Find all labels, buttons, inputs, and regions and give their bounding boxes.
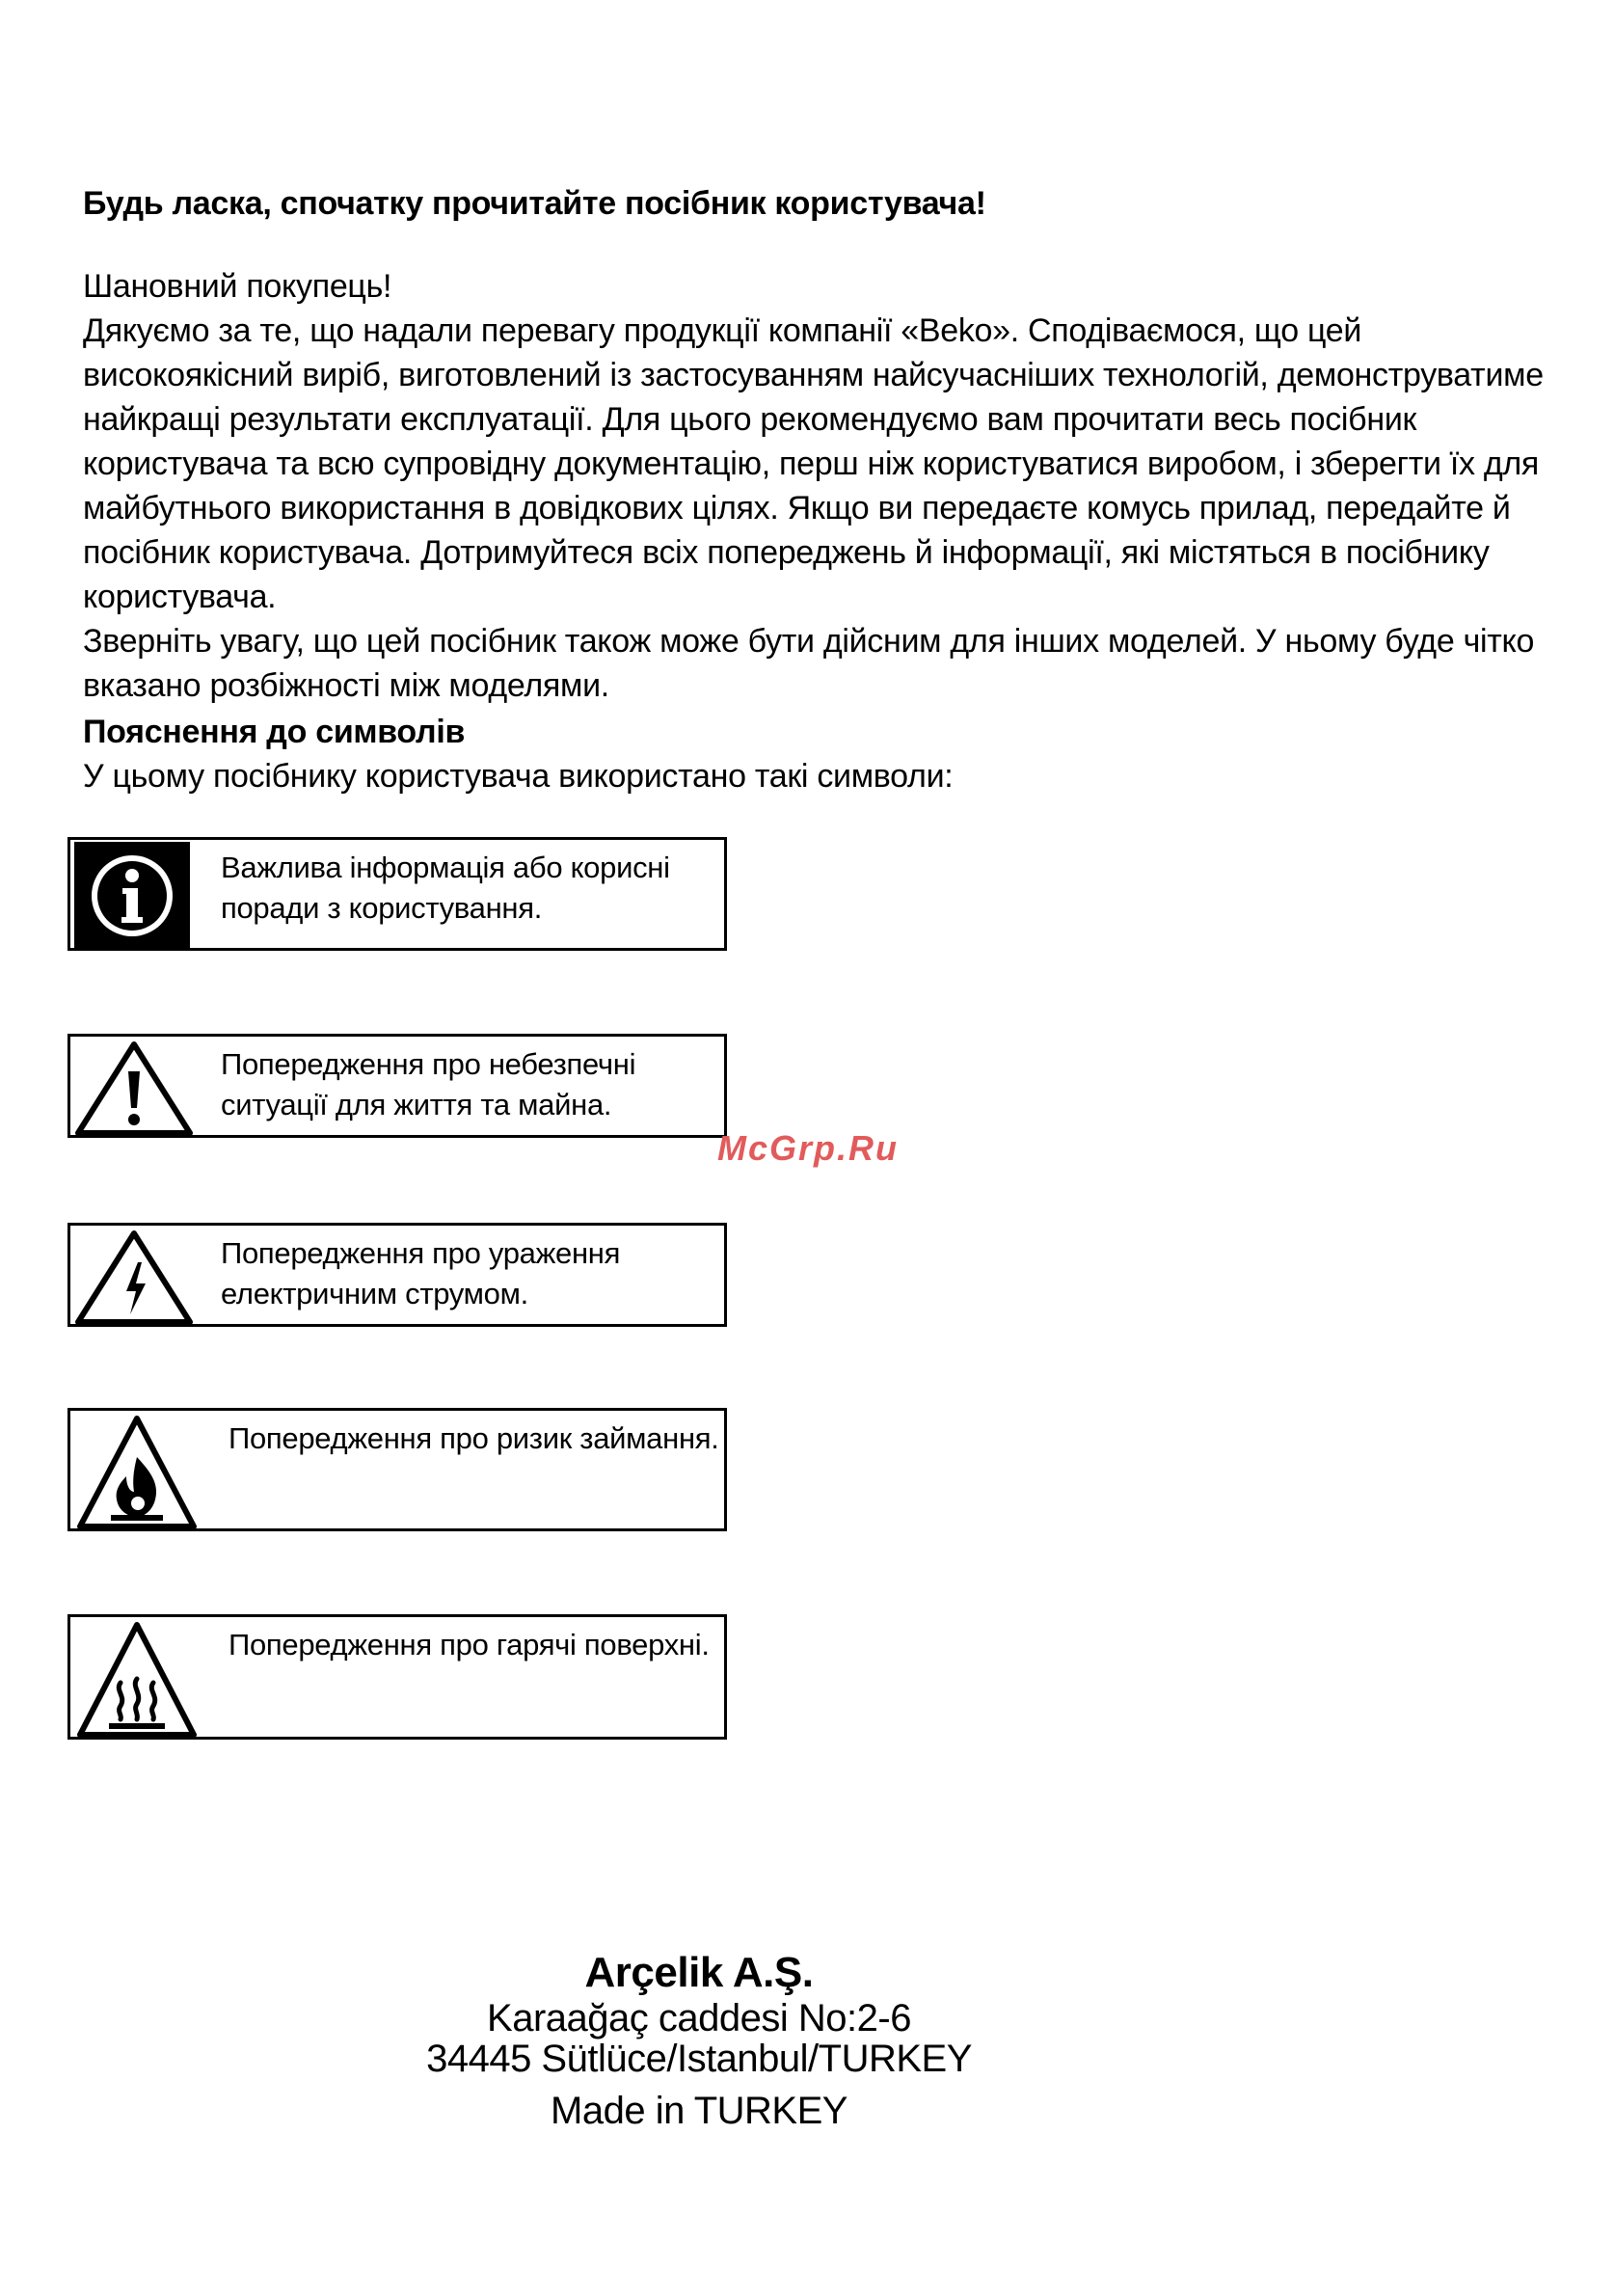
symbol-box-warning	[67, 1034, 727, 1138]
intro-paragraph: Дякуємо за те, що надали перевагу продукції компанії «Beko». Сподіваємося, що цей високоякісний виріб, виготовлений із застосуванням найсучасніших технологій, демонструватиме найкращі результати експлуатації. Для цього рекомендуємо вам прочитати весь посібник користувача та всю супровідну документацію, перш ніж користуватися виробом, і зберегти їх для майбутнього використання в довідкових цілях. Якщо ви передаєте комусь прилад, передайте й посібник користувача. Дотримуйтеся всіх попереджень й інформації, які містяться в посібнику користувача.	[83, 312, 1544, 615]
hot-surface-icon	[74, 1619, 200, 1743]
models-note-paragraph: Зверніть увагу, що цей посібник також може бути дійсним для інших моделей. У ньому буде чітко вказано розбіжності між моделями.	[83, 623, 1535, 704]
warning-icon	[74, 1039, 194, 1140]
manufacturer-address	[0, 1948, 1398, 2131]
symbol-box-info	[67, 837, 727, 951]
symbol-label: Важлива інформація або корисні поради з користування.	[221, 851, 670, 925]
symbols-section-subtitle: У цьому посібнику користувача використано такі символи:	[83, 758, 954, 795]
electric-shock-icon	[74, 1228, 194, 1329]
page-heading: Будь ласка, спочатку прочитайте посібник користувача!	[83, 185, 986, 222]
symbol-label: Попередження про ураження електричним струмом.	[221, 1236, 621, 1310]
symbol-box-fire	[67, 1408, 727, 1531]
street-address: Karaağaç caddesi No:2-6	[487, 1997, 911, 2039]
symbol-label: Попередження про ризик займання.	[229, 1421, 719, 1455]
fire-hazard-icon	[74, 1413, 200, 1535]
intro-text	[83, 264, 1548, 708]
greeting-paragraph: Шановний покупець!	[83, 268, 392, 305]
watermark: McGrp.Ru	[717, 1128, 900, 1168]
made-in-label: Made in TURKEY	[551, 2090, 847, 2132]
symbol-box-hot-surface	[67, 1614, 727, 1740]
symbol-box-electric	[67, 1223, 727, 1327]
city-address: 34445 Sütlüce/Istanbul/TURKEY	[426, 2038, 972, 2080]
symbol-label: Попередження про гарячі поверхні.	[229, 1628, 710, 1661]
symbols-section-title: Пояснення до символів	[83, 714, 466, 750]
company-name: Arçelik A.Ş.	[584, 1949, 814, 1996]
info-icon	[74, 842, 190, 953]
symbol-label: Попередження про небезпечні ситуації для життя та майна.	[221, 1047, 636, 1121]
